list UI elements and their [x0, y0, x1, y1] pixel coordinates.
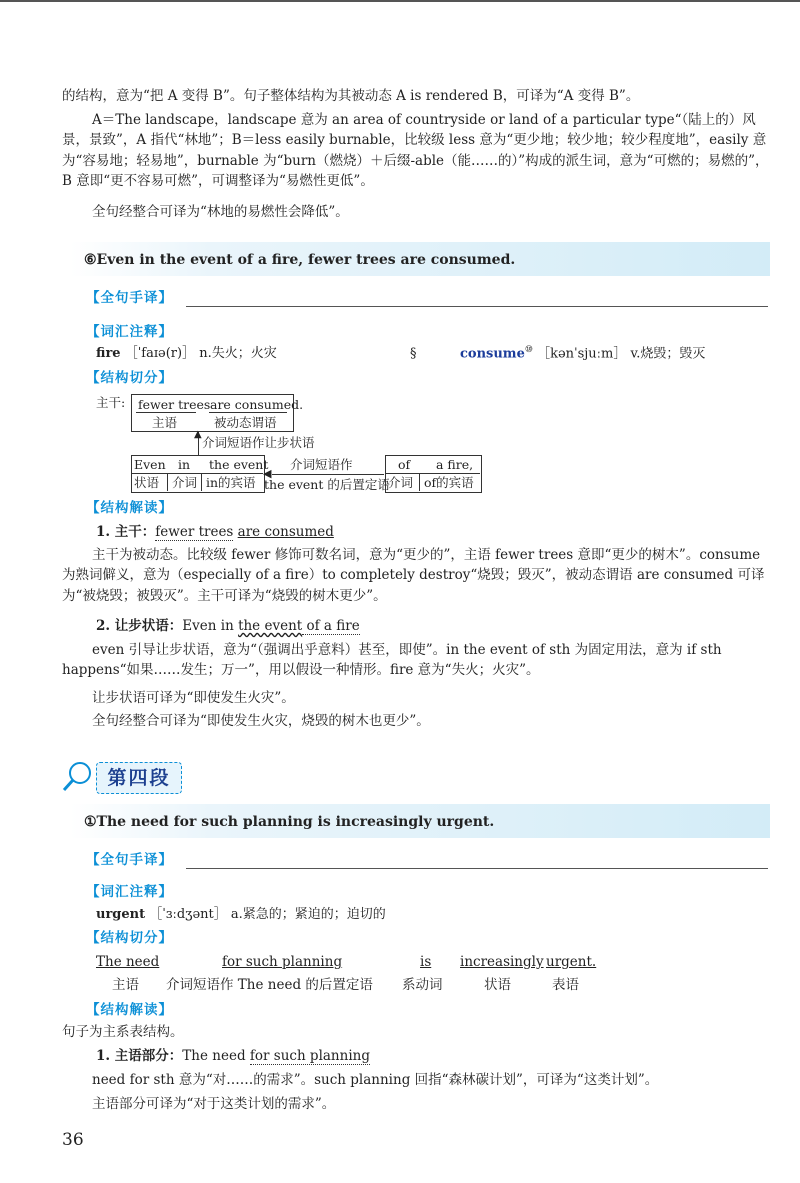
- split-label: 【结构切分】: [86, 370, 173, 386]
- point-1-title: [96, 522, 334, 542]
- role-predicative: 表语: [552, 977, 579, 993]
- phrase-part: the event: [238, 618, 303, 634]
- role-link-verb: 系动词: [402, 977, 443, 993]
- subject-phrase: fewer trees: [155, 524, 234, 540]
- vocab-definition: ［ˈfaɪə(r)］ n.失火；火灾: [124, 346, 277, 361]
- page-number: 36: [62, 1130, 84, 1150]
- point-1-translation: 主语部分可译为“对于这类计划的需求”。: [92, 1096, 336, 1112]
- point-1-body: need for sth 意为“对……的需求”。such planning 回指“森林碳计划”，可译为“这类计划”。: [92, 1072, 659, 1088]
- predicate-en: are consumed.: [210, 397, 304, 412]
- structure-intro: 句子为主系表结构。: [62, 1024, 184, 1040]
- link-label: 介词短语作: [290, 457, 353, 472]
- analysis-paragraph: A＝The landscape，landscape 意为 an area of countryside or land of a particular type“（陆上的）风景，景致”，A 指代“林地”；B＝less easily burnable，比较级 less 意为“更少地；较少地；较少程度地”，easily 意为“容易地；轻易地”，burnable 为“burn（燃烧）＋后缀-able（能……的）”构成的派生词，意为“可燃的；易燃的”，B 意即“更不容易可燃”，可调整译为“易燃性更低”。: [62, 112, 769, 189]
- frequency-badge: ⑩: [524, 345, 533, 355]
- vocab-fire: [96, 344, 277, 364]
- explain-label: 【结构解读】: [86, 1002, 173, 1018]
- vocab-word: fire: [96, 346, 121, 361]
- predicate-zh: 被动态谓语: [214, 415, 277, 430]
- vocab-urgent: [96, 905, 386, 925]
- sentence-6: ⑥Even in the event of a fire, fewer trees are consumed.: [84, 252, 516, 268]
- top-border: [0, 0, 800, 2]
- point-2-body: even 引导让步状语，意为“（强调出乎意料）甚至，即使”。in the event of sth 为固定用法，意为 if sth happens“如果……发生；万一”，用以假设一种情形。fire 意为“失火；火灾”。: [62, 642, 722, 679]
- main-label: 主干:: [96, 395, 126, 410]
- section-title: 第四段: [96, 762, 182, 794]
- word-in: in: [178, 457, 191, 472]
- phrase-part: Even in: [182, 618, 239, 634]
- split-label: 【结构切分】: [86, 930, 173, 946]
- word-of: of: [398, 457, 411, 472]
- predicate-phrase: are consumed: [237, 524, 334, 540]
- part-link-verb: is: [420, 954, 432, 970]
- point-2-title: [96, 616, 360, 636]
- vocab-consume: [460, 344, 705, 364]
- point-1-body: 主干为被动态。比较级 fewer 修饰可数名词，意为“更少的”，主语 fewer trees 意即“更少的树木”。consume 为熟词僻义，意为（especially of a fire）to completely destroy“烧毁；毁灭”，被动态谓语 are consumed 可译为“被烧毁；被毁灭”。主干可译为“烧毁的树木更少”。: [62, 547, 765, 604]
- word-a-fire: a fire,: [436, 457, 474, 472]
- translate-answer-line[interactable]: [186, 306, 768, 307]
- point-head: 2. 让步状语：: [96, 618, 183, 634]
- role-subject: 主语: [112, 977, 139, 993]
- translate-answer-line[interactable]: [186, 868, 768, 869]
- point-head: 1. 主语部分：: [96, 1048, 183, 1064]
- phrase-sep: [167, 473, 168, 491]
- translation-summary: 全句经整合可译为“林地的易燃性会降低”。: [92, 204, 349, 220]
- continuation-line: 的结构，意为“把 A 变得 B”。句子整体结构为其被动态 A is rendered B，可译为“A 变得 B”。: [62, 88, 640, 104]
- part-adverbial: increasingly: [460, 954, 544, 970]
- role-even: 状语: [134, 475, 160, 490]
- explain-label: 【结构解读】: [86, 500, 173, 516]
- phrase-sep: [201, 473, 202, 491]
- point-1-title: [96, 1046, 370, 1066]
- arrow-left-icon: ◀: [263, 467, 272, 480]
- sentence-6-translation: 全句经整合可译为“即使发生火灾，烧毁的树木也更少”。: [92, 713, 430, 729]
- role-of: 介词: [388, 475, 414, 490]
- vocab-label: 【词汇注释】: [86, 324, 173, 340]
- link-role: the event 的后置定语: [264, 477, 390, 492]
- dollar-icon: §: [410, 346, 417, 361]
- part-subject: The need: [96, 954, 160, 970]
- vocab-definition: ［kənˈsjuːm］ v.烧毁；毁灭: [537, 346, 706, 362]
- subject-en: fewer trees: [138, 397, 211, 412]
- point-head: 1. 主干：: [96, 524, 156, 540]
- part-predicative: urgent.: [546, 954, 597, 970]
- vocab-label: 【词汇注释】: [86, 884, 173, 900]
- role-attribute: 介词短语作 The need 的后置定语: [166, 977, 373, 993]
- sentence-1: ①The need for such planning is increasingly urgent.: [84, 814, 495, 830]
- role-in: 介词: [172, 475, 198, 490]
- part-attribute: for such planning: [222, 954, 343, 970]
- word-even: Even: [134, 457, 166, 472]
- arrow-up-icon: ▲: [194, 429, 202, 440]
- phrase-part: of a fire: [302, 618, 360, 634]
- predicate-underline: [209, 412, 287, 413]
- vocab-definition: ［ˈɜːdʒənt］ a.紧急的；紧迫的；迫切的: [149, 907, 386, 922]
- role-adverbial: 状语: [484, 977, 511, 993]
- adverbial-label: 介词短语作让步状语: [202, 435, 315, 450]
- phrase-part: for such planning: [249, 1048, 370, 1064]
- word-the-event: the event: [209, 457, 269, 472]
- point-2-translation: 让步状语可译为“即使发生火灾”。: [92, 690, 295, 706]
- phrase-part: The need: [182, 1048, 250, 1064]
- translate-label: 【全句手译】: [86, 852, 173, 868]
- of-sep: [419, 473, 420, 491]
- role-fire: of的宾语: [424, 475, 474, 490]
- subject-underline: [136, 412, 196, 413]
- search-icon: [60, 758, 96, 794]
- subject-zh: 主语: [152, 415, 178, 430]
- vocab-word: consume: [460, 346, 525, 362]
- role-event: in的宾语: [206, 475, 256, 490]
- vocab-word: urgent: [96, 907, 146, 922]
- translate-label: 【全句手译】: [86, 290, 173, 306]
